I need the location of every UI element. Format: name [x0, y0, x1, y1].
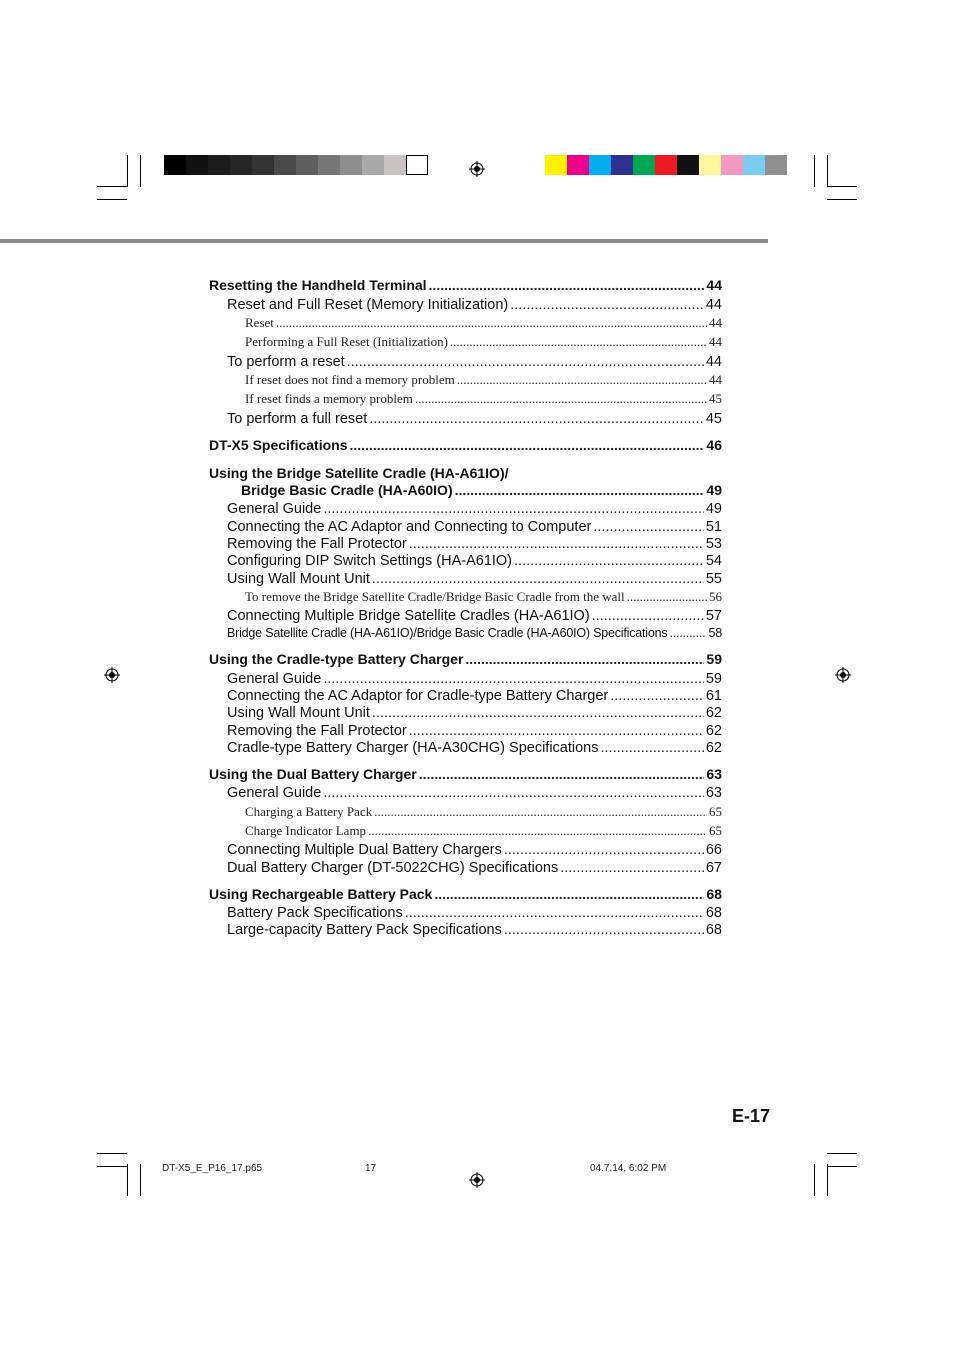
color-swatch: [699, 155, 721, 175]
color-swatch: [677, 155, 699, 175]
toc-entry[interactable]: Battery Pack Specifications ..... 68: [227, 905, 722, 921]
toc-entry[interactable]: Charge Indicator Lamp ..... 65: [245, 823, 722, 839]
toc-entry[interactable]: Resetting the Handheld Terminal ..... 44: [209, 277, 722, 293]
color-swatch: [589, 155, 611, 175]
footer-sheet-number: 17: [365, 1163, 377, 1174]
toc-entry[interactable]: Dual Battery Charger (DT-5022CHG) Specifications ..... 67: [227, 860, 722, 876]
toc-entry[interactable]: Using Rechargeable Battery Pack ..... 68: [209, 886, 722, 902]
toc-entry[interactable]: Removing the Fall Protector ..... 62: [227, 723, 722, 739]
toc-entry[interactable]: Connecting the AC Adaptor and Connecting to Computer ..... 51: [227, 519, 722, 535]
registration-mark-right-icon: [835, 667, 851, 683]
toc-entry[interactable]: Charging a Battery Pack ..... 65: [245, 804, 722, 820]
page-number: E-17: [732, 1106, 771, 1126]
color-swatch: [743, 155, 765, 175]
color-swatch: [164, 155, 186, 175]
toc-entry[interactable]: Configuring DIP Switch Settings (HA-A61IO) ..... 54: [227, 553, 722, 569]
toc-entry[interactable]: To remove the Bridge Satellite Cradle/Bridge Basic Cradle from the wall ..... 56: [245, 589, 722, 605]
color-swatch: [721, 155, 743, 175]
color-swatch: [611, 155, 633, 175]
toc-entry[interactable]: Bridge Satellite Cradle (HA-A61IO)/Bridge Basic Cradle (HA-A60IO) Specifications ..... 58: [227, 626, 722, 640]
color-swatch: [340, 155, 362, 175]
toc-entry[interactable]: General Guide ..... 63: [227, 785, 722, 801]
header-rule: [0, 239, 768, 243]
toc-entry[interactable]: Removing the Fall Protector ..... 53: [227, 536, 722, 552]
toc-entry[interactable]: Using Wall Mount Unit ..... 55: [227, 571, 722, 587]
toc-entry[interactable]: Connecting Multiple Dual Battery Chargers ..... 66: [227, 842, 722, 858]
toc-entry[interactable]: Connecting the AC Adaptor for Cradle-type Battery Charger ..... 61: [227, 688, 722, 704]
color-swatch: [274, 155, 296, 175]
toc-entry[interactable]: If reset finds a memory problem ..... 45: [245, 391, 722, 407]
footer-filename: DT-X5_E_P16_17.p65: [162, 1163, 263, 1174]
toc-entry[interactable]: Using the Dual Battery Charger ..... 63: [209, 766, 722, 782]
color-swatch: [296, 155, 318, 175]
toc-entry[interactable]: Using the Bridge Satellite Cradle (HA-A61IO)/: [209, 465, 509, 481]
toc-entry[interactable]: Performing a Full Reset (Initialization) ..... 44: [245, 334, 722, 350]
toc-entry[interactable]: Connecting Multiple Bridge Satellite Cradles (HA-A61IO) ..... 57: [227, 608, 722, 624]
toc-entry[interactable]: To perform a full reset ..... 45: [227, 411, 722, 427]
color-swatch: [230, 155, 252, 175]
toc-entry[interactable]: Cradle-type Battery Charger (HA-A30CHG) Specifications ..... 62: [227, 740, 722, 756]
color-swatch: [765, 155, 787, 175]
registration-mark-top-icon: [469, 161, 485, 177]
toc-entry[interactable]: Using the Cradle-type Battery Charger ..... 59: [209, 651, 722, 667]
footer-date: 04.7.14, 6:02 PM: [590, 1163, 667, 1174]
color-swatch: [384, 155, 406, 175]
registration-mark-bottom-icon: [469, 1172, 485, 1188]
toc-entry[interactable]: Large-capacity Battery Pack Specifications ..... 68: [227, 922, 722, 938]
color-swatch: [252, 155, 274, 175]
toc-entry[interactable]: General Guide ..... 49: [227, 501, 722, 517]
color-swatch: [318, 155, 340, 175]
toc-entry[interactable]: Using Wall Mount Unit ..... 62: [227, 705, 722, 721]
registration-mark-left-icon: [104, 667, 120, 683]
toc-entry[interactable]: DT-X5 Specifications ..... 46: [209, 437, 722, 453]
color-swatch: [655, 155, 677, 175]
color-swatch: [362, 155, 384, 175]
color-swatch: [208, 155, 230, 175]
toc-entry[interactable]: Reset ..... 44: [245, 315, 722, 331]
toc-entry[interactable]: Bridge Basic Cradle (HA-A60IO) ..... 49: [241, 482, 722, 498]
color-swatch: [406, 155, 428, 175]
color-swatch: [186, 155, 208, 175]
color-swatch: [545, 155, 567, 175]
color-swatch: [567, 155, 589, 175]
toc-entry[interactable]: Reset and Full Reset (Memory Initialization) ..... 44: [227, 297, 722, 313]
toc-entry[interactable]: General Guide ..... 59: [227, 671, 722, 687]
toc-entry[interactable]: If reset does not find a memory problem ..... 44: [245, 372, 722, 388]
color-swatch: [633, 155, 655, 175]
toc-entry[interactable]: To perform a reset ..... 44: [227, 354, 722, 370]
